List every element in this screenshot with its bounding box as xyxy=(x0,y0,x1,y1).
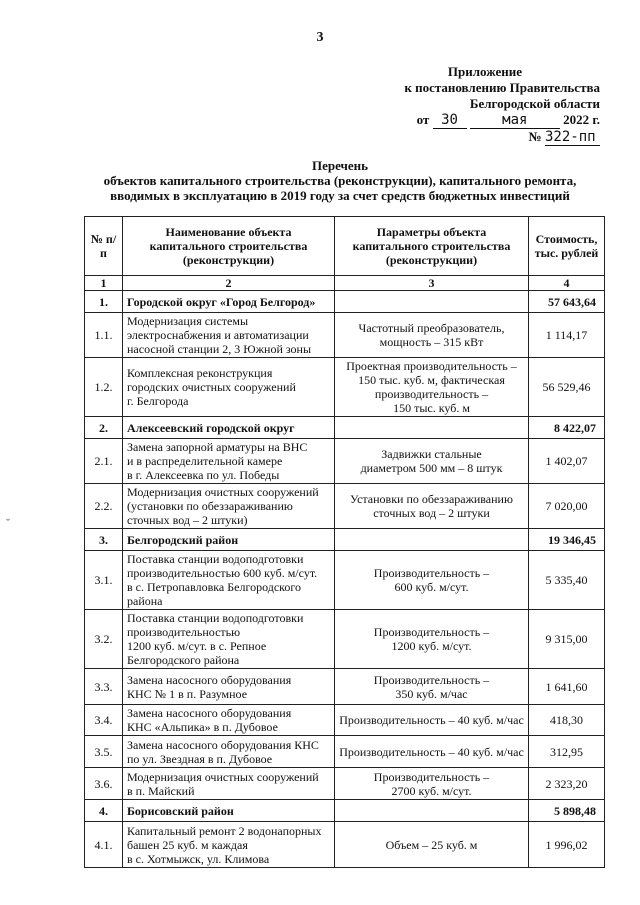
object-name-line: (установки по обеззараживанию xyxy=(127,499,293,513)
object-name-line: Замена насосного оборудования КНС xyxy=(127,737,319,752)
parameter-line: Производительность – xyxy=(373,672,490,687)
parameter-line: Производительность – xyxy=(373,566,490,580)
cost-value: 1 996,02 xyxy=(529,822,605,868)
parameter-line: Проектная производительность – xyxy=(346,359,517,373)
object-parameters xyxy=(335,736,529,768)
cost-value: 56 529,46 xyxy=(529,358,605,417)
object-name-line: по ул. Звездная в п. Дубовое xyxy=(127,751,273,766)
col-number: 3 xyxy=(335,276,529,291)
approval-header xyxy=(330,64,610,146)
cost-value: 57 643,64 xyxy=(529,291,605,313)
object-name-line: Борисовский район xyxy=(127,803,234,818)
object-name-line: Модернизация очистных сооружений xyxy=(127,769,319,784)
object-name-line: насосной станции 2, 3 Южной зоны xyxy=(127,342,312,356)
parameter-line: 2700 куб. м/сут. xyxy=(391,783,472,798)
object-name-line: Замена насосного оборудования xyxy=(127,672,292,687)
title-line: вводимых в эксплуатацию в 2019 году за счет средств бюджетных инвестиций xyxy=(110,188,570,203)
cost-value: 1 641,60 xyxy=(529,669,605,705)
table-row xyxy=(85,610,605,669)
number-line xyxy=(330,129,610,146)
col-number: 2 xyxy=(123,276,335,291)
object-parameters xyxy=(335,705,529,736)
row-number: 3.5. xyxy=(85,736,123,768)
object-name-line: Городской округ «Город Белгород» xyxy=(127,294,316,309)
header-text: капитального строительства xyxy=(149,239,308,253)
table-row xyxy=(85,551,605,610)
date-line xyxy=(330,112,610,129)
col-number: 4 xyxy=(529,276,605,291)
row-number: 4.1. xyxy=(85,822,123,868)
parameter-line: 150 тыс. куб. м, фактическая xyxy=(358,373,505,387)
table-row xyxy=(85,313,605,358)
cost-value: 9 315,00 xyxy=(529,610,605,669)
parameter-line: 350 куб. м/час xyxy=(395,686,468,701)
parameter-line: Установки по обеззараживанию xyxy=(350,492,513,506)
row-number: 4. xyxy=(85,800,123,822)
object-name-line: Комплексная реконструкция xyxy=(127,366,273,380)
object-name xyxy=(123,291,335,313)
date-day: 30 xyxy=(433,112,467,129)
object-name-line: Модернизация очистных сооружений xyxy=(127,485,319,499)
object-parameters xyxy=(335,800,529,822)
object-name-line: городских очистных сооружений xyxy=(127,380,296,394)
object-name-line: Белгородского района xyxy=(127,653,240,667)
header-text: (реконструкции) xyxy=(182,253,275,267)
object-name-line: Замена насосного оборудования xyxy=(127,706,292,720)
object-name xyxy=(123,610,335,669)
resolution-line: к постановлению Правительства xyxy=(404,80,600,95)
table-row xyxy=(85,705,605,736)
parameter-line: сточных вод – 2 штуки xyxy=(373,506,490,520)
col-number: 1 xyxy=(85,276,123,291)
object-name-line: Модернизация системы xyxy=(127,314,249,328)
object-parameters xyxy=(335,551,529,610)
object-parameters xyxy=(335,417,529,439)
district-row xyxy=(85,417,605,439)
parameter-line: Задвижки стальные xyxy=(381,447,482,461)
object-name xyxy=(123,736,335,768)
table-body xyxy=(85,291,605,868)
object-name-line: в с. Хотмыжск, ул. Климова xyxy=(127,851,270,866)
object-name-line: Поставка станции водоподготовки xyxy=(127,552,304,566)
object-name xyxy=(123,768,335,800)
cost-value: 2 323,20 xyxy=(529,768,605,800)
table-row xyxy=(85,669,605,705)
object-name-line: электроснабжения и автоматизации xyxy=(127,328,309,342)
row-number: 3.2. xyxy=(85,610,123,669)
parameter-line: Производительность – xyxy=(373,769,490,784)
region-line: Белгородской области xyxy=(469,96,600,111)
table-row xyxy=(85,484,605,529)
object-parameters xyxy=(335,768,529,800)
header-text: п/п xyxy=(100,232,117,260)
district-row xyxy=(85,291,605,313)
object-name-line: Поставка станции водоподготовки xyxy=(127,611,304,625)
object-name xyxy=(123,417,335,439)
header-text: (реконструкции) xyxy=(385,253,478,267)
parameter-line: Частотный преобразователь, xyxy=(358,321,505,335)
object-parameters xyxy=(335,529,529,551)
object-name-line: района xyxy=(127,594,163,608)
parameter-line: 600 куб. м/сут. xyxy=(394,580,469,594)
object-parameters xyxy=(335,484,529,529)
object-name-line: башен 25 куб. м каждая xyxy=(127,837,248,852)
row-number: 3.3. xyxy=(85,669,123,705)
parameter-line: 1200 куб. м/сут. xyxy=(391,639,472,653)
object-name xyxy=(123,800,335,822)
object-parameters xyxy=(335,313,529,358)
parameter-line: диаметром 500 мм – 8 штук xyxy=(360,461,503,475)
district-row xyxy=(85,529,605,551)
row-number: 2. xyxy=(85,417,123,439)
title-line: объектов капитального строительства (реконструкции), капитального ремонта, xyxy=(103,173,577,188)
header-text: Стоимость, xyxy=(535,232,598,246)
table-row xyxy=(85,822,605,868)
table-row xyxy=(85,358,605,417)
header-cost xyxy=(529,217,605,276)
cost-value: 5 335,40 xyxy=(529,551,605,610)
header-num xyxy=(85,217,123,276)
object-name-line: 1200 куб. м/сут. в с. Репное xyxy=(127,639,267,653)
object-name xyxy=(123,439,335,484)
district-row xyxy=(85,800,605,822)
cost-value: 8 422,07 xyxy=(529,417,605,439)
object-parameters xyxy=(335,358,529,417)
object-name-line: производительностью 600 куб. м/сут. xyxy=(127,566,318,580)
object-name-line: Замена запорной арматуры на ВНС xyxy=(127,440,308,454)
cost-value: 19 346,45 xyxy=(529,529,605,551)
object-name-line: в с. Петропавловка Белгородского xyxy=(127,580,302,594)
number-value: 322-пп xyxy=(545,129,600,146)
row-number: 3. xyxy=(85,529,123,551)
row-number: 3.6. xyxy=(85,768,123,800)
object-name-line: Белгородский район xyxy=(127,532,239,547)
header-name xyxy=(123,217,335,276)
object-name-line: г. Белгорода xyxy=(127,394,189,408)
row-number: 1.1. xyxy=(85,313,123,358)
header-text: тыс. рублей xyxy=(534,246,599,260)
date-prefix: от xyxy=(416,112,430,127)
page-number: 3 xyxy=(316,30,324,45)
object-name xyxy=(123,313,335,358)
cost-value: 1 402,07 xyxy=(529,439,605,484)
cost-value: 7 020,00 xyxy=(529,484,605,529)
cost-value: 418,30 xyxy=(529,705,605,736)
object-name-line: в п. Майский xyxy=(127,783,195,798)
object-parameters xyxy=(335,822,529,868)
margin-mark: ˇ xyxy=(6,516,10,530)
row-number: 2.1. xyxy=(85,439,123,484)
object-name-line: сточных вод – 2 штуки) xyxy=(127,513,248,527)
row-number: 3.4. xyxy=(85,705,123,736)
appendix-title: Приложение xyxy=(447,64,522,79)
table-row xyxy=(85,768,605,800)
object-name-line: КНС «Альпика» в п. Дубовое xyxy=(127,720,278,734)
column-number-row xyxy=(85,276,605,291)
header-text: Параметры объекта xyxy=(376,225,487,239)
object-name-line: в г. Алексеевка по ул. Победы xyxy=(127,468,280,482)
row-number: 3.1. xyxy=(85,551,123,610)
object-name-line: Алексеевский городской округ xyxy=(127,420,295,435)
object-name xyxy=(123,484,335,529)
number-prefix: № xyxy=(528,129,542,144)
row-number: 1. xyxy=(85,291,123,313)
table-row xyxy=(85,439,605,484)
cost-value: 312,95 xyxy=(529,736,605,768)
parameter-line: мощность – 315 кВт xyxy=(379,335,484,349)
object-name xyxy=(123,358,335,417)
parameter-line: 150 тыс. куб. м xyxy=(393,401,470,415)
header-text: № xyxy=(90,232,103,246)
title-line: Перечень xyxy=(311,158,369,173)
date-month: мая xyxy=(470,112,560,129)
header-params xyxy=(335,217,529,276)
document-title xyxy=(40,158,640,203)
objects-table xyxy=(84,216,605,868)
object-name xyxy=(123,529,335,551)
parameter-line: производительность – xyxy=(374,387,489,401)
object-name xyxy=(123,822,335,868)
table-row xyxy=(85,736,605,768)
row-number: 1.2. xyxy=(85,358,123,417)
parameter-line: Производительность – 40 куб. м/час xyxy=(339,744,524,759)
object-name xyxy=(123,551,335,610)
object-name xyxy=(123,669,335,705)
object-name-line: Капитальный ремонт 2 водонапорных xyxy=(127,823,322,838)
object-parameters xyxy=(335,439,529,484)
table-header-row xyxy=(85,217,605,276)
parameter-line: Производительность – 40 куб. м/час xyxy=(339,713,524,727)
cost-value: 5 898,48 xyxy=(529,800,605,822)
object-name-line: КНС № 1 в п. Разумное xyxy=(127,686,248,701)
header-text: Наименование объекта xyxy=(165,225,292,239)
cost-value: 1 114,17 xyxy=(529,313,605,358)
object-name xyxy=(123,705,335,736)
parameter-line: Производительность – xyxy=(373,625,490,639)
object-parameters xyxy=(335,291,529,313)
object-name-line: производительностью xyxy=(127,625,241,639)
header-text: капитального строительства xyxy=(352,239,511,253)
parameter-line: Объем – 25 куб. м xyxy=(385,837,478,852)
object-name-line: и в распределительной камере xyxy=(127,454,283,468)
date-year: 2022 г. xyxy=(563,112,600,127)
object-parameters xyxy=(335,610,529,669)
row-number: 2.2. xyxy=(85,484,123,529)
object-parameters xyxy=(335,669,529,705)
